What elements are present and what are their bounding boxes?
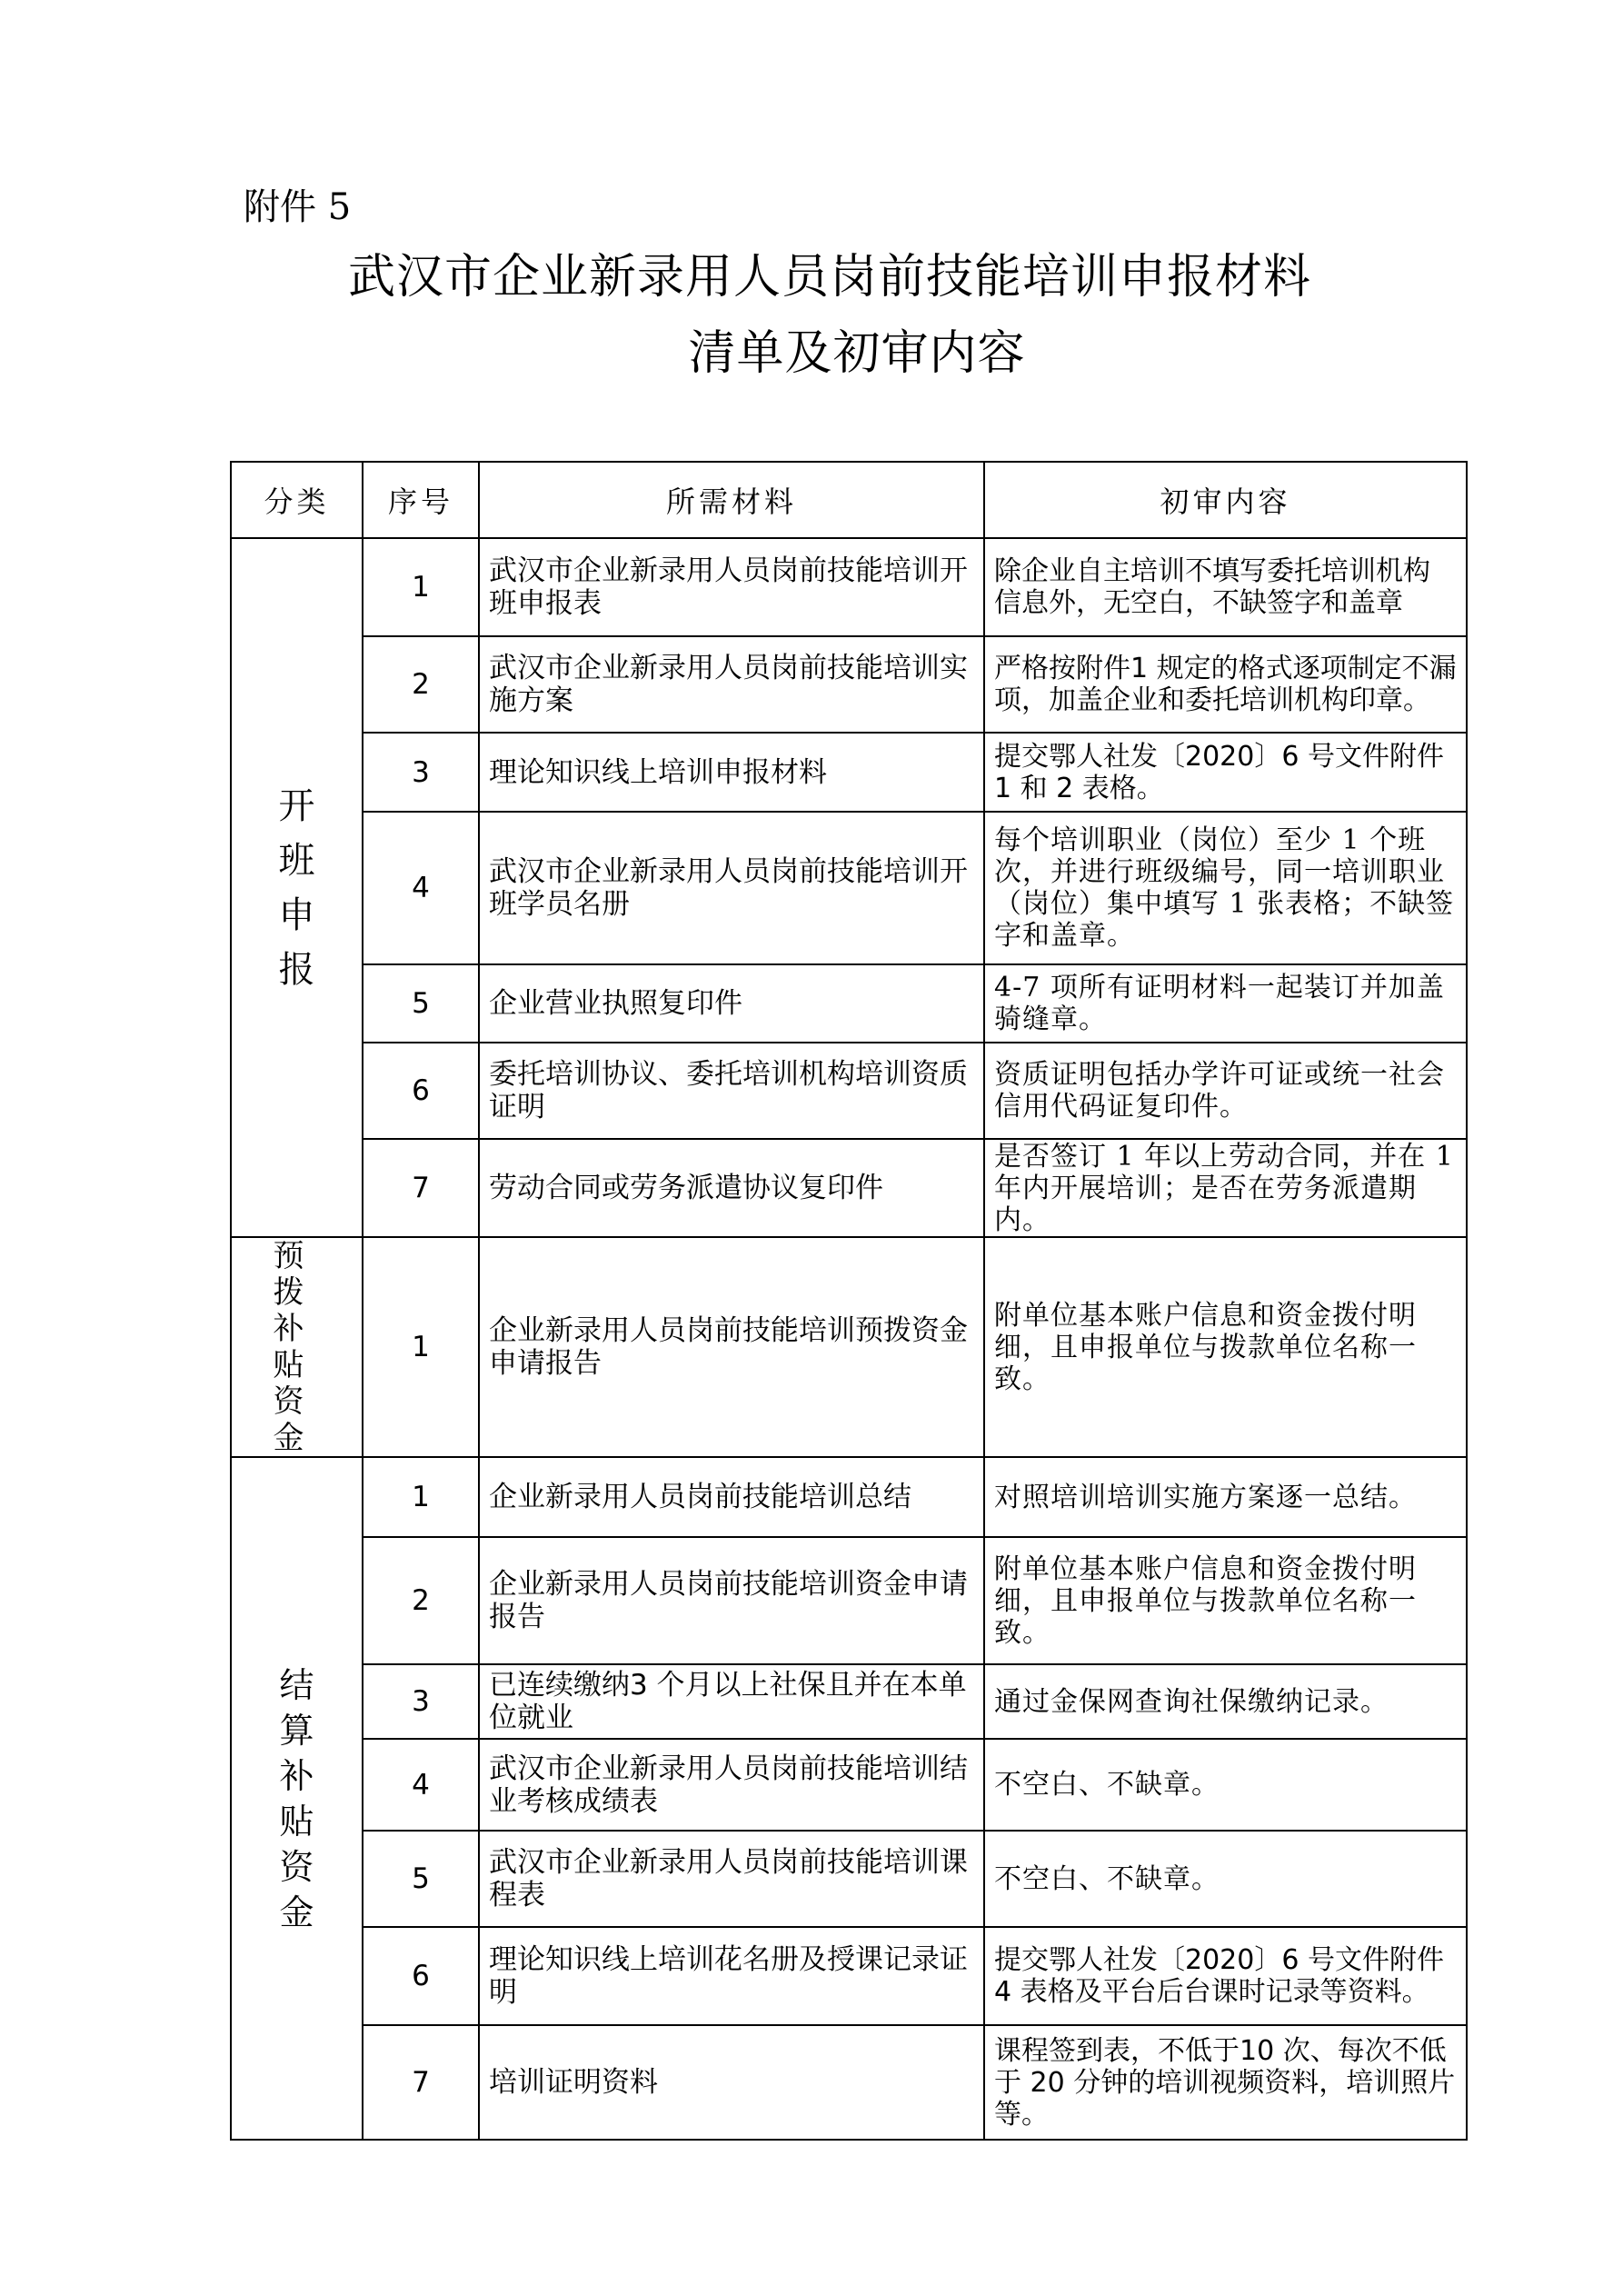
row-seq: 3 [363, 1664, 479, 1739]
table-row [231, 1139, 1467, 1237]
row-material: 已连续缴纳3 个月以上社保且并在本单位就业 [479, 1664, 984, 1739]
table-row [231, 1831, 1467, 1927]
table-row [231, 1043, 1467, 1139]
table-row [231, 733, 1467, 812]
row-check: 除企业自主培训不填写委托培训机构信息外，无空白，不缺签字和盖章 [984, 538, 1467, 636]
row-seq: 7 [363, 2025, 479, 2140]
row-material: 武汉市企业新录用人员岗前技能培训课程表 [479, 1831, 984, 1927]
table-row [231, 1237, 1467, 1457]
table-row [231, 1927, 1467, 2025]
table-row [231, 1739, 1467, 1831]
table-header-row [231, 462, 1467, 538]
row-check: 对照培训培训实施方案逐一总结。 [984, 1457, 1467, 1537]
category-label: 预拨补贴资金 [273, 1238, 310, 1456]
row-material: 劳动合同或劳务派遣协议复印件 [479, 1139, 984, 1237]
row-check: 课程签到表，不低于10 次、每次不低于 20 分钟的培训视频资料，培训照片等。 [984, 2025, 1467, 2140]
row-check: 每个培训职业（岗位）至少 1 个班次，并进行班级编号，同一培训职业（岗位）集中填写 1 张表格；不缺签字和盖章。 [984, 812, 1467, 964]
category-label: 结算补贴资金 [279, 1664, 314, 1932]
row-check: 4-7 项所有证明材料一起装订并加盖骑缝章。 [984, 964, 1467, 1043]
header-seq: 序号 [363, 462, 479, 538]
row-check: 附单位基本账户信息和资金拨付明细，且申报单位与拨款单位名称一致。 [984, 1237, 1467, 1457]
table-row [231, 636, 1467, 733]
category-class-opening [231, 538, 363, 1237]
table-row [231, 1664, 1467, 1739]
row-seq: 1 [363, 538, 479, 636]
attachment-label: 附件 5 [244, 186, 352, 228]
row-check: 不空白、不缺章。 [984, 1739, 1467, 1831]
row-check: 是否签订 1 年以上劳动合同，并在 1 年内开展培训；是否在劳务派遣期内。 [984, 1139, 1467, 1237]
row-material: 武汉市企业新录用人员岗前技能培训开班申报表 [479, 538, 984, 636]
category-settlement [231, 1457, 363, 2140]
row-seq: 2 [363, 1537, 479, 1664]
row-check: 附单位基本账户信息和资金拨付明细，且申报单位与拨款单位名称一致。 [984, 1537, 1467, 1664]
row-material: 企业新录用人员岗前技能培训总结 [479, 1457, 984, 1537]
header-category: 分类 [231, 462, 363, 538]
row-material: 企业营业执照复印件 [479, 964, 984, 1043]
row-material: 武汉市企业新录用人员岗前技能培训实施方案 [479, 636, 984, 733]
row-material: 委托培训协议、委托培训机构培训资质证明 [479, 1043, 984, 1139]
row-material: 武汉市企业新录用人员岗前技能培训结业考核成绩表 [479, 1739, 984, 1831]
row-seq: 4 [363, 812, 479, 964]
table-row [231, 964, 1467, 1043]
row-seq: 7 [363, 1139, 479, 1237]
row-check: 资质证明包括办学许可证或统一社会信用代码证复印件。 [984, 1043, 1467, 1139]
row-seq: 1 [363, 1237, 479, 1457]
category-prepay [231, 1237, 363, 1457]
row-seq: 1 [363, 1457, 479, 1537]
table-row [231, 1457, 1467, 1537]
materials-table [230, 461, 1468, 2141]
row-check: 不空白、不缺章。 [984, 1831, 1467, 1927]
document-title-line2: 清单及初审内容 [688, 326, 1026, 381]
row-material: 企业新录用人员岗前技能培训预拨资金申请报告 [479, 1237, 984, 1457]
table-row [231, 538, 1467, 636]
header-material: 所需材料 [479, 462, 984, 538]
row-seq: 3 [363, 733, 479, 812]
row-seq: 6 [363, 1927, 479, 2025]
table-row [231, 2025, 1467, 2140]
row-check: 严格按附件1 规定的格式逐项制定不漏项，加盖企业和委托培训机构印章。 [984, 636, 1467, 733]
category-label: 开班申报 [278, 784, 315, 991]
row-material: 武汉市企业新录用人员岗前技能培训开班学员名册 [479, 812, 984, 964]
row-material: 理论知识线上培训花名册及授课记录证明 [479, 1927, 984, 2025]
document-title-line1: 武汉市企业新录用人员岗前技能培训申报材料 [347, 250, 1311, 304]
table-row [231, 1537, 1467, 1664]
row-check: 提交鄂人社发〔2020〕6 号文件附件4 表格及平台后台课时记录等资料。 [984, 1927, 1467, 2025]
row-seq: 4 [363, 1739, 479, 1831]
row-check: 通过金保网查询社保缴纳记录。 [984, 1664, 1467, 1739]
row-material: 企业新录用人员岗前技能培训资金申请报告 [479, 1537, 984, 1664]
row-seq: 2 [363, 636, 479, 733]
row-seq: 5 [363, 1831, 479, 1927]
row-material: 培训证明资料 [479, 2025, 984, 2140]
table-row [231, 812, 1467, 964]
header-check: 初审内容 [984, 462, 1467, 538]
row-seq: 6 [363, 1043, 479, 1139]
row-seq: 5 [363, 964, 479, 1043]
row-material: 理论知识线上培训申报材料 [479, 733, 984, 812]
row-check: 提交鄂人社发〔2020〕6 号文件附件1 和 2 表格。 [984, 733, 1467, 812]
